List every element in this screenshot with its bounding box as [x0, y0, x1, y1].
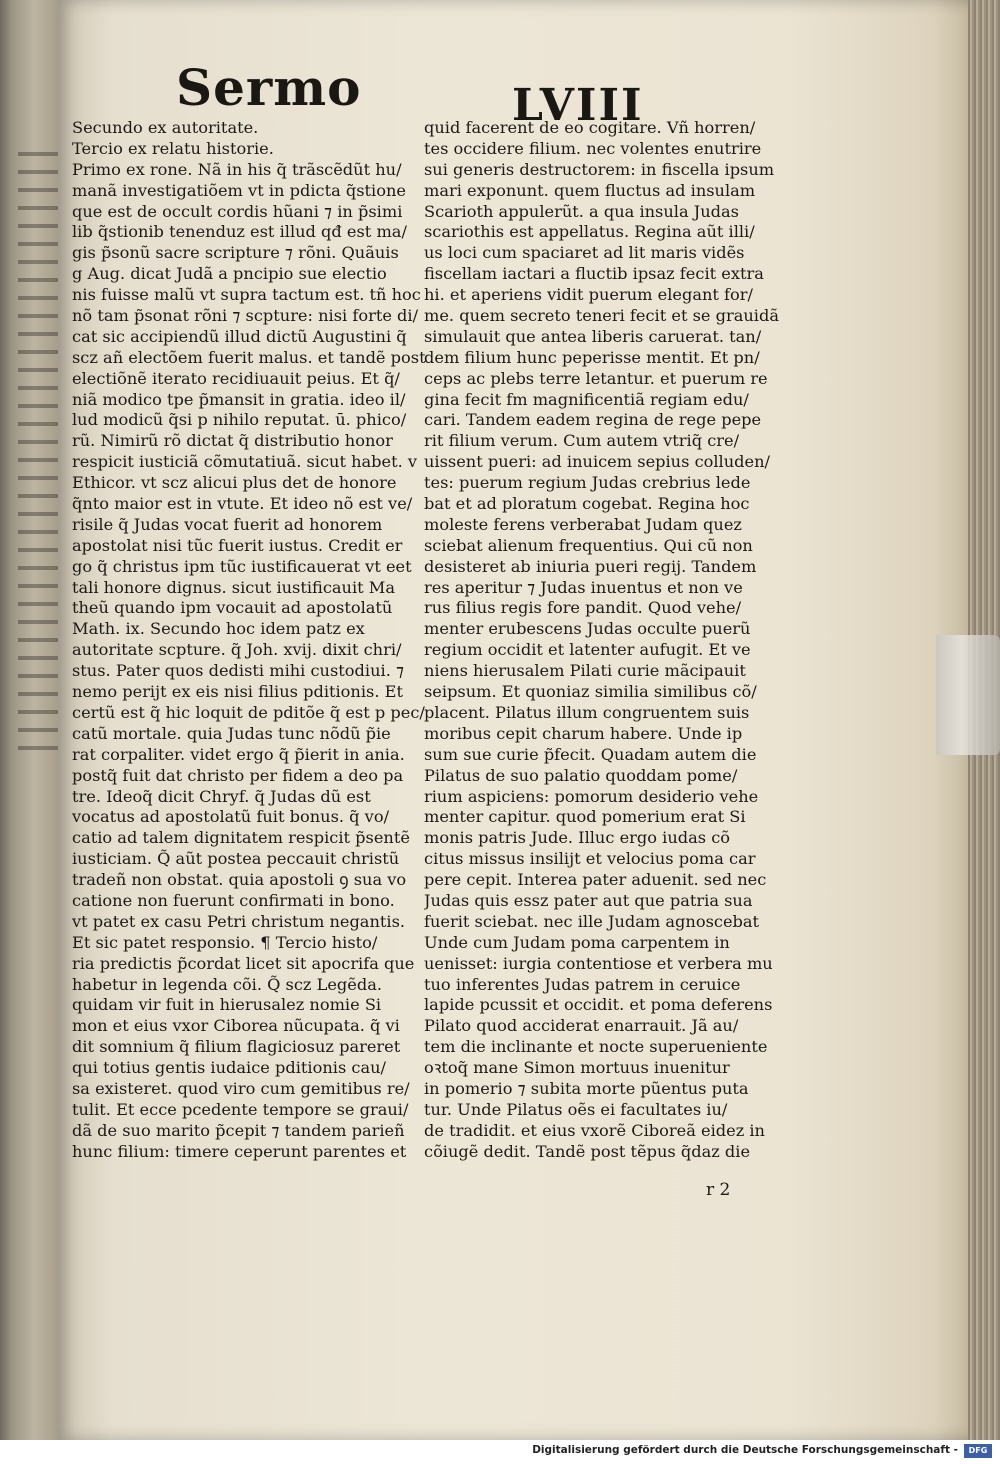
text-line-right: uissent pueri: ad inuicem sepius colluden/ — [424, 452, 770, 472]
text-line-left: que est de occult cordis hũani ⁊ in p̃simi — [72, 201, 403, 221]
text-line-left: catione non fuerunt confirmati in bono. — [72, 890, 395, 910]
text-line-left: Secundo ex autoritate. — [72, 118, 259, 137]
text-line-left: postq̃ fuit dat christo per fidem a deo pa — [72, 765, 404, 785]
text-line-left: certũ est q̃ hic loquit de pditõe q̃ est p pec/ — [72, 702, 425, 722]
text-line-left: catũ mortale. quia Judas tunc nõdũ p̃ie — [72, 723, 391, 743]
text-line-right: sui generis destructorem: in fiscella ipsum — [424, 159, 775, 179]
text-line-left: nõ tam p̃sonat rõni ⁊ scpture: nisi forte di/ — [72, 306, 419, 326]
text-line-left: vocatus ad apostolatũ fuit bonus. q̃ vo/ — [72, 807, 390, 827]
text-line-left: Tercio ex relatu historie. — [72, 138, 274, 158]
text-line-right: tes occidere filium. nec volentes enutrire — [424, 138, 762, 158]
text-line-left: tre. Ideoq̃ dicit Chryf. q̃ Judas dũ est — [72, 786, 371, 806]
text-line-right: simulauit que antea liberis caruerat. tan/ — [424, 326, 762, 346]
text-line-right: tes: puerum regium Judas crebrius lede — [424, 473, 751, 493]
text-line-left: habetur in legenda cõi. Q̃ scz Legẽda. — [72, 974, 383, 994]
text-line-left: vt patet ex casu Petri christum negantis. — [72, 911, 406, 931]
text-line-left: quidam vir fuit in hierusalez nomie Si — [72, 995, 382, 1015]
text-line-left: qui totius gentis iudaice pditionis cau/ — [72, 1058, 386, 1078]
text-line-right: tuo inferentes Judas patrem in ceruice — [424, 974, 741, 994]
text-line-right: niens hierusalem Pilati curie mãcipauit — [424, 661, 746, 681]
text-line-left: apostolat nisi tũc fuerit iustus. Credit er — [72, 535, 403, 555]
book-clasp — [936, 635, 1000, 755]
text-line-right: quid facerent de eo cogitare. Vñ horren/ — [424, 118, 756, 137]
text-line-right: bat et ad ploratum cogebat. Regina hoc — [424, 494, 750, 514]
text-line-left: theũ quando ipm vocauit ad apostolatũ — [72, 598, 393, 618]
text-line-right: pere cepit. Interea pater aduenit. sed nec — [424, 870, 767, 890]
text-line-right: rit filium verum. Cum autem vtriq̃ cre/ — [424, 431, 740, 451]
text-line-right: Scarioth appulerũt. a qua insula Judas — [424, 201, 739, 221]
text-line-right: cõiugẽ dedit. Tandẽ post tẽpus q̃daz die — [424, 1141, 751, 1161]
text-line-right: desisteret ab iniuria pueri regij. Tandem — [424, 556, 757, 576]
text-column-left — [72, 118, 426, 1163]
text-line-left: rat corpaliter. videt ergo q̃ p̃ierit in ania. — [72, 744, 405, 764]
left-page-fragment — [0, 0, 62, 1440]
text-line-left: go q̃ christus ipm tũc iustificauerat vt eet — [72, 556, 412, 576]
text-line-right: uenisset: iurgia contentiose et verbera mu — [424, 953, 773, 973]
text-line-right: in pomerio ⁊ subita morte pũentus puta — [424, 1078, 749, 1098]
text-column-right — [424, 118, 779, 1163]
text-line-left: nis fuisse malũ vt supra tactum est. tñ hoc — [72, 285, 421, 305]
text-line-left: Ethicor. vt scz alicui plus det de honore — [72, 473, 397, 493]
text-line-right: Pilatus de suo palatio quoddam pome/ — [424, 765, 738, 785]
text-line-right: regium occidit et latenter aufugit. Et ve — [424, 640, 751, 660]
running-header-number: LVIII — [512, 80, 644, 131]
text-line-right: hi. et aperiens vidit puerum elegant for/ — [424, 285, 753, 305]
text-line-left: dã de suo marito p̃cepit ⁊ tandem parieñ — [72, 1120, 405, 1140]
text-line-left: scz añ electõem fuerit malus. et tandẽ post — [72, 347, 426, 367]
text-line-right: rium aspiciens: pomorum desiderio vehe — [424, 786, 759, 806]
text-line-right: placent. Pilatus illum congruentem suis — [424, 702, 750, 722]
text-line-right: tur. Unde Pilatus oẽs ei facultates iu/ — [424, 1099, 728, 1119]
text-line-left: mon et eius vxor Ciborea nũcupata. q̃ vi — [72, 1016, 400, 1036]
text-line-left: tali honore dignus. sicut iustificauit Ma — [72, 577, 396, 597]
text-line-right: lapide pcussit et occidit. et poma deferens — [424, 995, 773, 1015]
signature-mark: r 2 — [706, 1180, 731, 1200]
text-line-right: cari. Tandem eadem regina de rege pepe — [424, 410, 762, 430]
text-line-left: respicit iusticiã cõmutatiuã. sicut habet. v — [72, 452, 418, 472]
running-header-sermo: Sermo — [176, 58, 362, 117]
text-line-right: res aperitur ⁊ Judas inuentus et non ve — [424, 577, 743, 597]
text-line-right: moribus cepit charum habere. Unde ip — [424, 723, 743, 743]
text-line-left: stus. Pater quos dedisti mihi custodiui. ⁊ — [72, 661, 405, 681]
text-line-right: scariothis est appellatus. Regina aũt illi/ — [424, 222, 755, 242]
text-line-right: sum sue curie p̃fecit. Quadam autem die — [424, 744, 757, 764]
text-line-left: catio ad talem dignitatem respicit p̃sentẽ — [72, 828, 410, 848]
text-line-right: oꝛtoq̃ mane Simon mortuus inuenitur — [424, 1058, 730, 1078]
text-line-left: g Aug. dicat Judã a pncipio sue electio — [72, 264, 387, 284]
text-line-left: gis p̃sonũ sacre scripture ⁊ rõni. Quãuis — [72, 243, 399, 263]
text-line-right: seipsum. Et quoniaz similia similibus cõ/ — [424, 682, 757, 702]
text-line-right: tem die inclinante et nocte superueniente — [424, 1037, 768, 1057]
text-line-left: hunc filium: timere ceperunt parentes et — [72, 1141, 407, 1161]
left-page-text-fragment — [18, 150, 58, 750]
text-line-right: moleste ferens verberabat Judam quez — [424, 514, 742, 534]
text-line-left: cat sic accipiendũ illud dictũ Augustini q̃ — [72, 326, 407, 346]
text-line-left: tulit. Et ecce pcedente tempore se graui/ — [72, 1099, 409, 1119]
text-line-right: menter erubescens Judas occulte puerũ — [424, 619, 751, 639]
text-line-left: risile q̃ Judas vocat fuerit ad honorem — [72, 514, 383, 534]
text-line-right: us loci cum spaciaret ad lit maris vidẽs — [424, 243, 745, 263]
text-line-right: mari exponunt. quem fluctus ad insulam — [424, 180, 756, 200]
text-line-right: rus filius regis fore pandit. Quod vehe/ — [424, 598, 742, 618]
text-line-right: Judas quis essz pater aut que patria sua — [424, 890, 753, 910]
text-line-right: menter capitur. quod pomerium erat Si — [424, 807, 746, 827]
text-line-right: fuerit sciebat. nec ille Judam agnoscebat — [424, 911, 760, 931]
text-line-left: manã investigatiõem vt in pdicta q̃stione — [72, 180, 406, 200]
text-line-left: lib q̃stionib tenenduz est illud qđ est ma/ — [72, 222, 407, 242]
text-line-right: fiscellam iactari a fluctib ipsaz fecit extra — [424, 264, 764, 284]
text-line-left: dit somnium q̃ filium flagiciosuz pareret — [72, 1037, 401, 1057]
text-line-left: electiõnẽ iterato recidiuauit peius. Et q̃/ — [72, 368, 400, 388]
text-line-left: nemo perijt ex eis nisi filius pditionis. Et — [72, 682, 403, 702]
text-line-left: Math. ix. Secundo hoc idem patz ex — [72, 619, 365, 639]
text-line-right: me. quem secreto teneri fecit et se grauidã — [424, 306, 779, 326]
text-line-left: ria predictis p̃cordat licet sit apocrifa que — [72, 953, 415, 973]
text-line-left: autoritate scpture. q̃ Joh. xvij. dixit chri/ — [72, 640, 402, 660]
text-line-left: q̃nto maior est in vtute. Et ideo nõ est ve/ — [72, 494, 413, 514]
text-line-right: gina fecit fm magnificentiã regiam edu/ — [424, 389, 749, 409]
digitization-credit: Digitalisierung gefördert durch die Deutsche Forschungsgemeinschaft - — [532, 1444, 958, 1456]
text-line-right: Unde cum Judam poma carpentem in — [424, 932, 730, 952]
text-line-right: ceps ac plebs terre letantur. et puerum re — [424, 368, 768, 388]
text-line-right: citus missus insilijt et velocius poma car — [424, 849, 756, 869]
text-line-left: sa existeret. quod viro cum gemitibus re/ — [72, 1078, 410, 1098]
text-line-right: monis patris Jude. Illuc ergo iudas cõ — [424, 828, 731, 848]
text-line-left: tradeñ non obstat. quia apostoli ꝯ sua vo — [72, 870, 407, 890]
text-line-left: iusticiam. Q̃ aũt postea peccauit christũ — [72, 849, 400, 869]
dfg-logo: DFG — [964, 1444, 992, 1458]
text-line-left: Primo ex rone. Nã in his q̃ trãscẽdũt hu/ — [72, 159, 402, 179]
text-line-left: niã modico tpe p̃mansit in gratia. ideo il/ — [72, 389, 406, 409]
text-line-right: dem filium hunc peperisse mentit. Et pn/ — [424, 347, 760, 367]
text-line-left: rũ. Nimirũ rõ dictat q̃ distributio honor — [72, 431, 393, 451]
text-line-left: Et sic patet responsio. ¶ Tercio histo/ — [72, 932, 378, 952]
text-line-right: de tradidit. et eius vxorẽ Ciboreã eidez in — [424, 1120, 765, 1140]
text-line-right: Pilato quod acciderat enarrauit. Jã au/ — [424, 1016, 739, 1036]
text-line-right: sciebat alienum frequentius. Qui cũ non — [424, 535, 753, 555]
text-line-left: lud modicũ q̃si p nihilo reputat. ū. phico/ — [72, 410, 407, 430]
